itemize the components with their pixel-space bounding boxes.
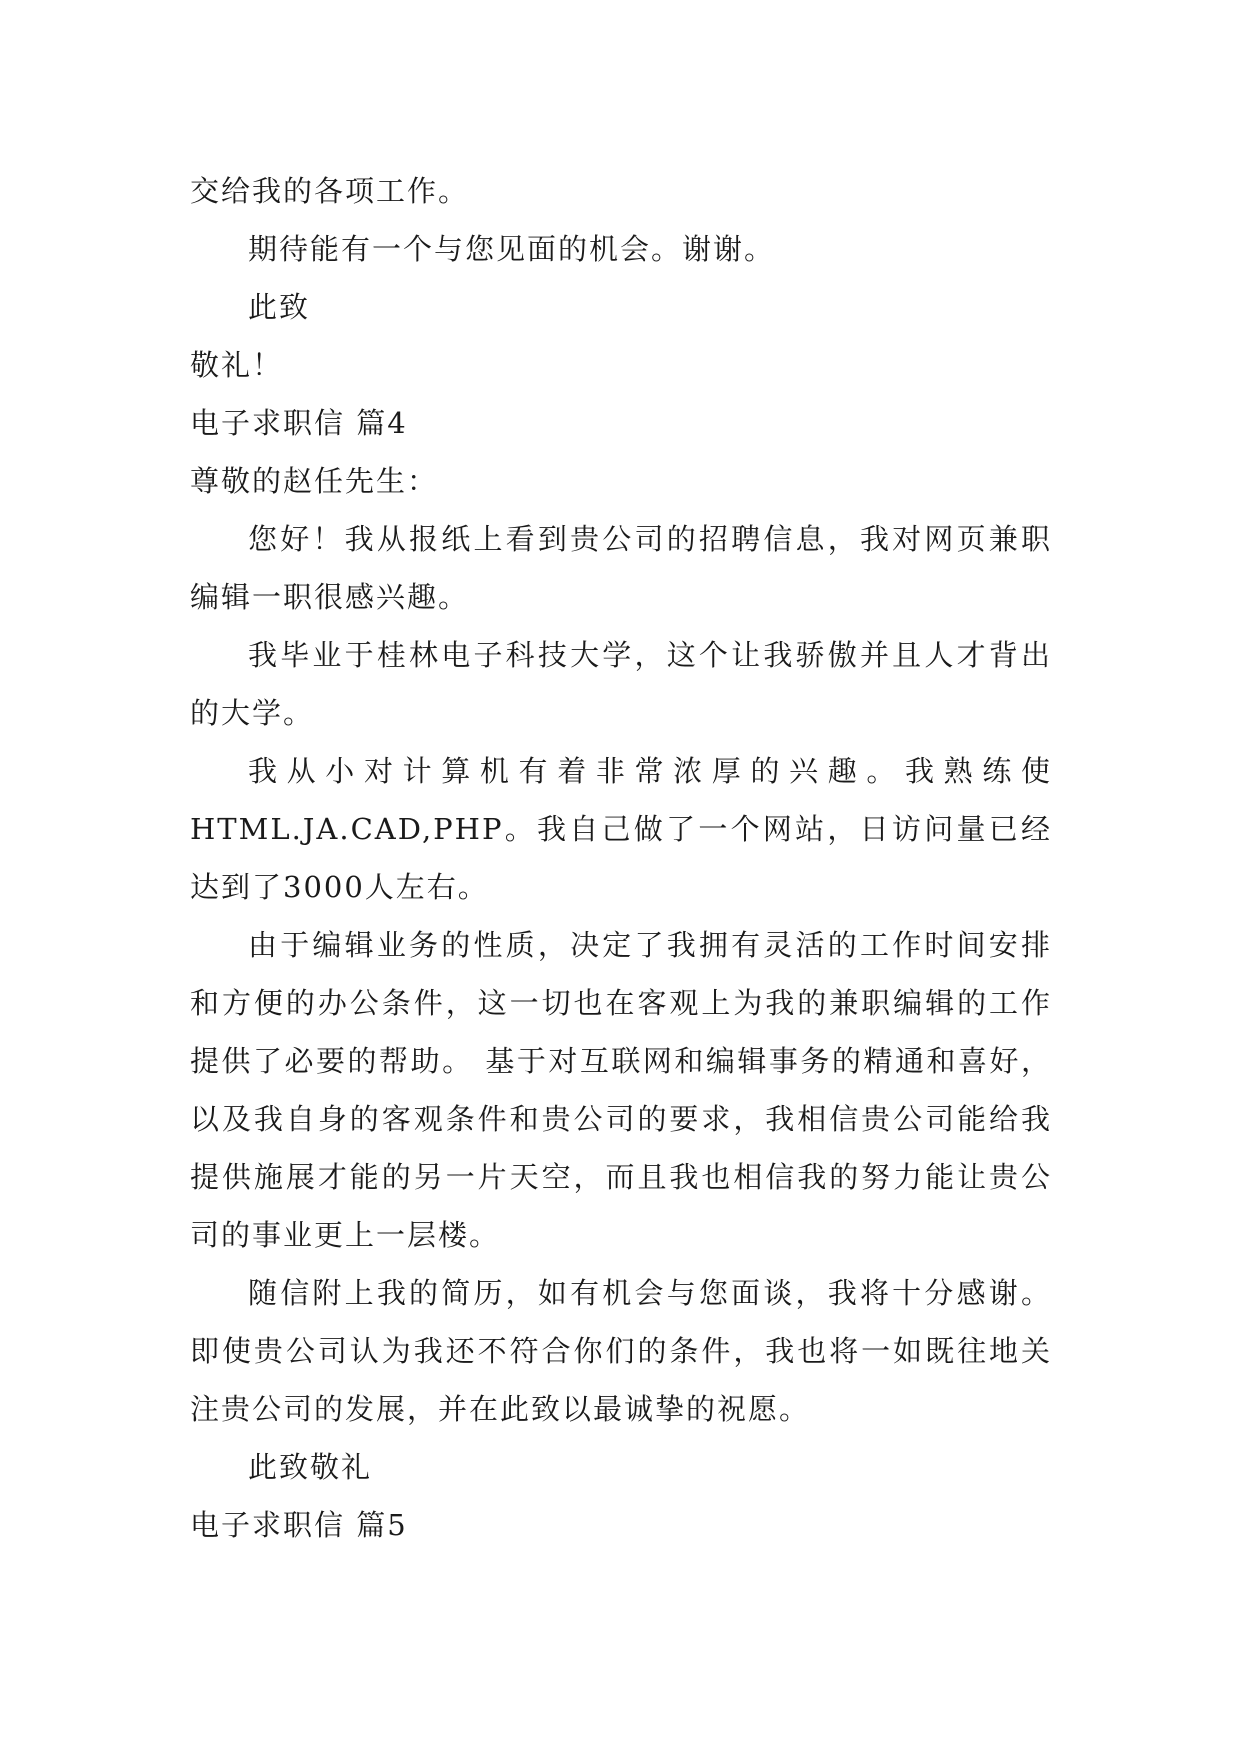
paragraph-resume: 随信附上我的简历，如有机会与您面谈，我将十分感谢。即使贵公司认为我还不符合你们的条件，我也将一如既往地关注贵公司的发展，并在此致以最诚挚的祝愿。 [190, 1276, 1052, 1426]
document-body [190, 162, 1052, 1554]
regards-line: 敬礼！ [190, 348, 284, 382]
salutation-line: 此致 [248, 290, 311, 324]
greeting-line: 尊敬的赵任先生： [190, 464, 439, 498]
paragraph-intro: 您好！我从报纸上看到贵公司的招聘信息，我对网页兼职编辑一职很感兴趣。 [190, 522, 1052, 614]
continued-line: 交给我的各项工作。 [190, 174, 470, 208]
section-title-5: 电子求职信 篇5 [190, 1508, 408, 1542]
paragraph-work-conditions: 由于编辑业务的性质，决定了我拥有灵活的工作时间安排和方便的办公条件，这一切也在客观上为我的兼职编辑的工作提供了必要的帮助。 基于对互联网和编辑事务的精通和喜好，以及我自身的客观条件和贵公司的要求，我相信贵公司能给我提供施展才能的另一片天空，而且我也相信我的努力能让贵公司的事业更上一层楼。 [190, 928, 1052, 1252]
paragraph-education: 我毕业于桂林电子科技大学，这个让我骄傲并且人才背出的大学。 [190, 638, 1052, 730]
closing-line: 期待能有一个与您见面的机会。谢谢。 [248, 232, 776, 266]
section-title-4: 电子求职信 篇4 [190, 406, 408, 440]
closing-salutation: 此致敬礼 [248, 1450, 373, 1484]
paragraph-skills: 我从小对计算机有着非常浓厚的兴趣。我熟练使HTML.JA.CAD,PHP。我自己做了一个网站，日访问量已经达到了3000人左右。 [190, 754, 1052, 904]
